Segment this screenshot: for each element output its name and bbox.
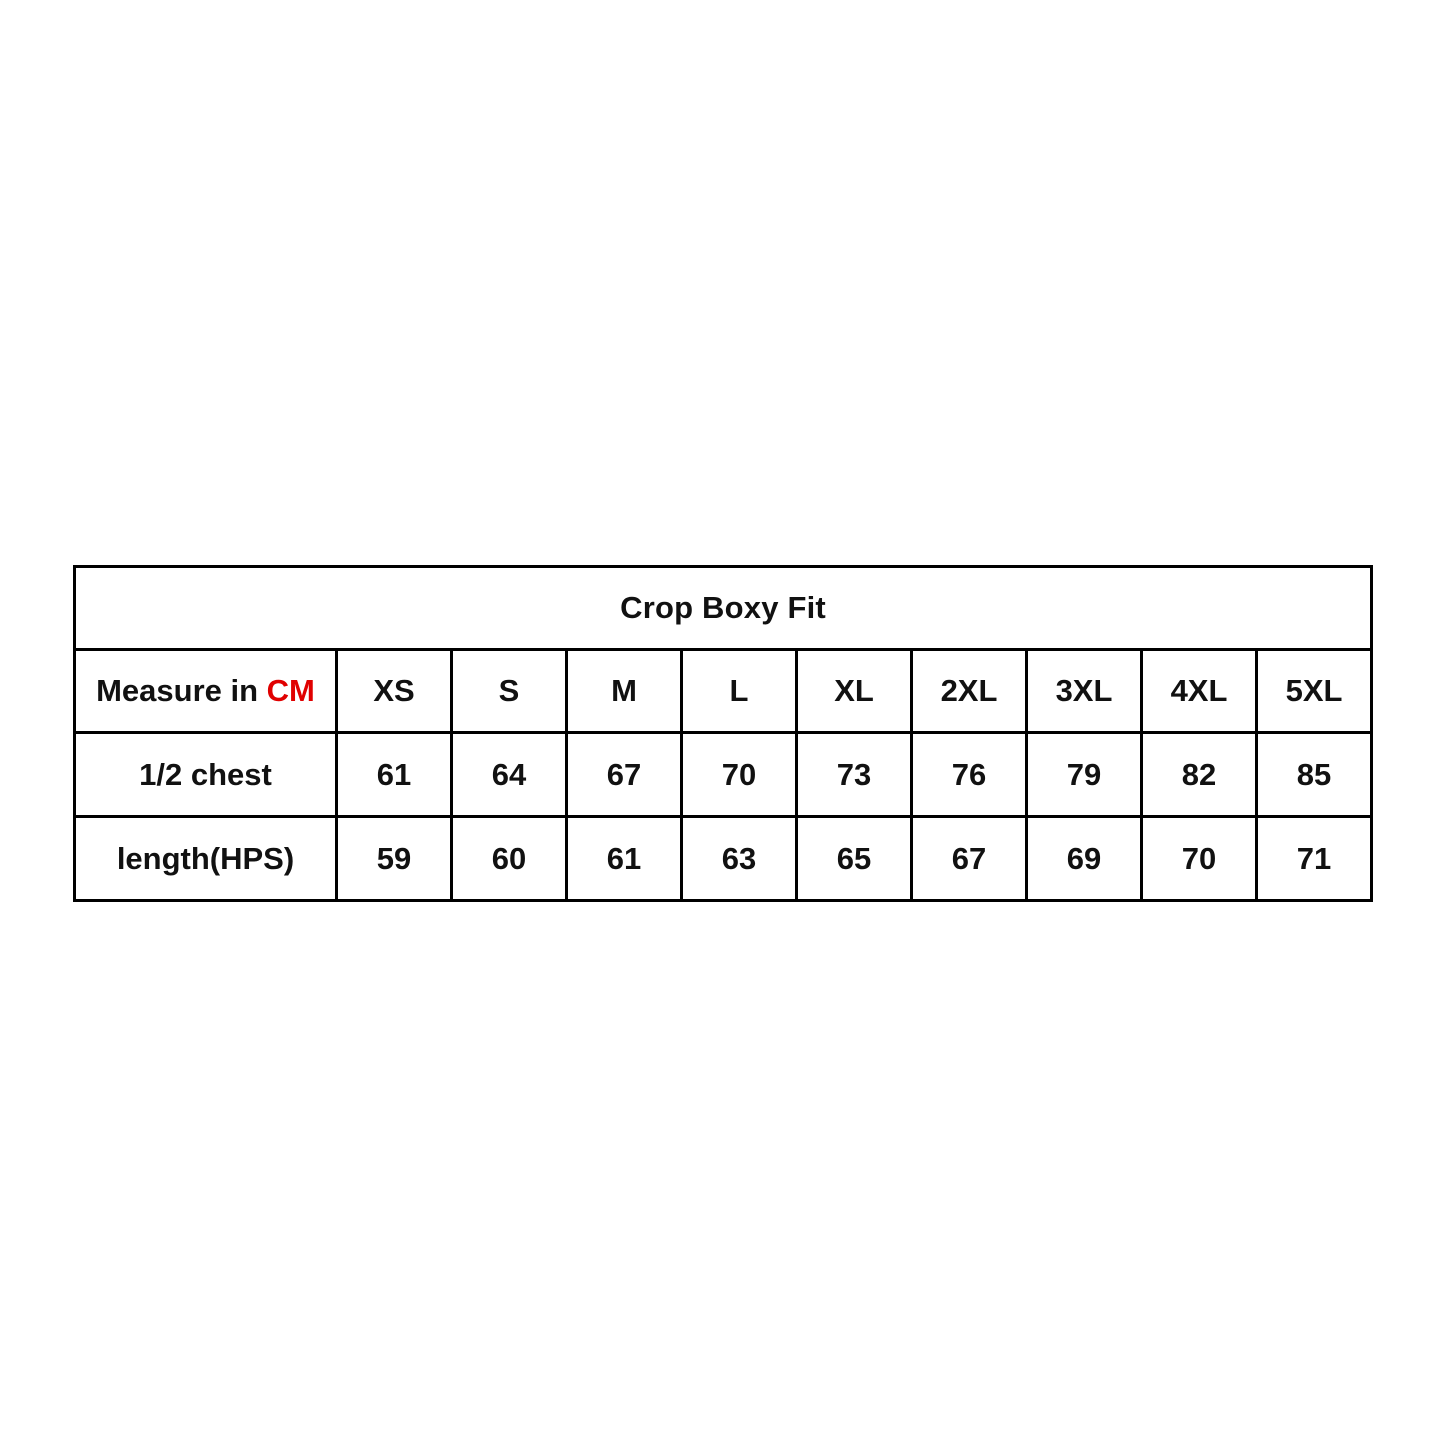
size-header-xl: XL	[797, 650, 912, 733]
table-header-row	[75, 650, 1372, 733]
size-header-4xl: 4XL	[1142, 650, 1257, 733]
row-label-length: length(HPS)	[75, 817, 337, 901]
chest-4xl: 82	[1142, 733, 1257, 817]
chest-s: 64	[452, 733, 567, 817]
chest-3xl: 79	[1027, 733, 1142, 817]
length-3xl: 69	[1027, 817, 1142, 901]
chest-m: 67	[567, 733, 682, 817]
chest-xs: 61	[337, 733, 452, 817]
table-title-row	[75, 567, 1372, 650]
measure-unit-value: CM	[266, 673, 315, 708]
size-header-5xl: 5XL	[1257, 650, 1372, 733]
chart-title: Crop Boxy Fit	[75, 567, 1372, 650]
table-row	[75, 733, 1372, 817]
size-header-l: L	[682, 650, 797, 733]
size-header-2xl: 2XL	[912, 650, 1027, 733]
size-header-xs: XS	[337, 650, 452, 733]
size-chart-container	[73, 565, 1372, 902]
length-4xl: 70	[1142, 817, 1257, 901]
size-header-3xl: 3XL	[1027, 650, 1142, 733]
length-xs: 59	[337, 817, 452, 901]
length-m: 61	[567, 817, 682, 901]
length-5xl: 71	[1257, 817, 1372, 901]
row-label-chest: 1/2 chest	[75, 733, 337, 817]
chest-l: 70	[682, 733, 797, 817]
chest-xl: 73	[797, 733, 912, 817]
table-row	[75, 817, 1372, 901]
size-header-s: S	[452, 650, 567, 733]
chest-5xl: 85	[1257, 733, 1372, 817]
length-xl: 65	[797, 817, 912, 901]
length-s: 60	[452, 817, 567, 901]
measure-unit-prefix: Measure in	[96, 673, 267, 708]
size-chart-table	[73, 565, 1373, 902]
chest-2xl: 76	[912, 733, 1027, 817]
length-l: 63	[682, 817, 797, 901]
measure-unit-header	[75, 650, 337, 733]
size-header-m: M	[567, 650, 682, 733]
length-2xl: 67	[912, 817, 1027, 901]
